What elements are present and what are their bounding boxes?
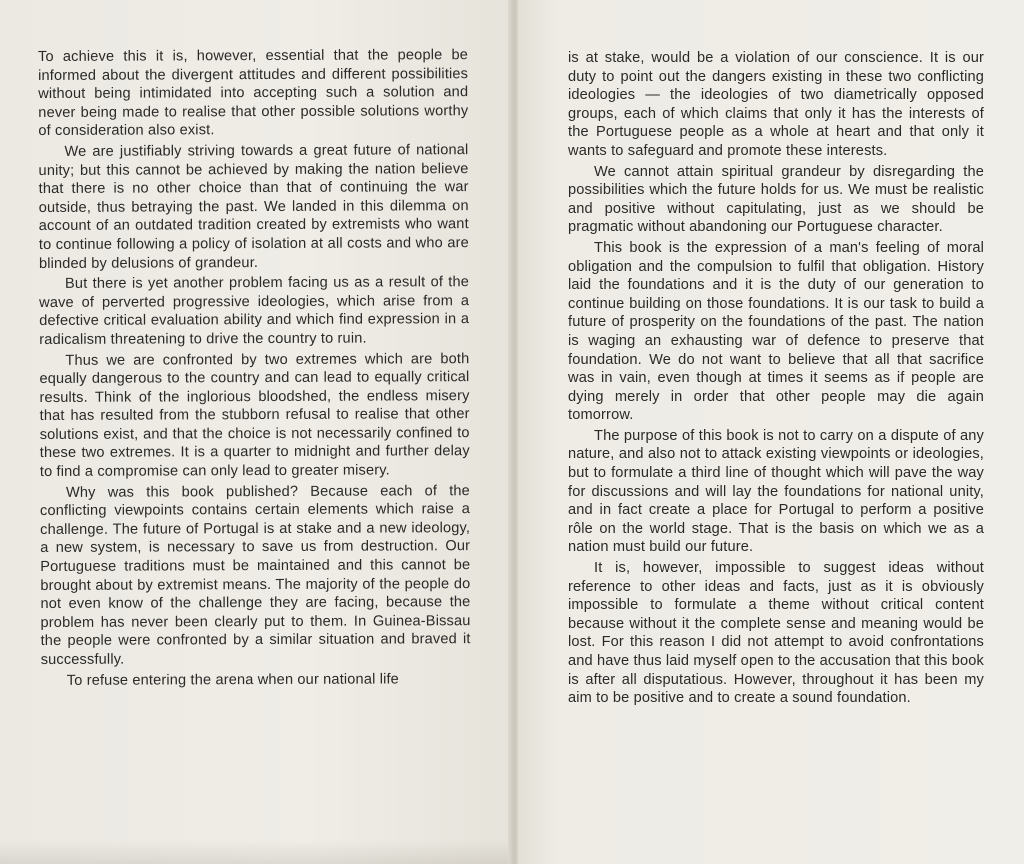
right-paragraph-2: We cannot attain spiritual grandeur by disregarding the possibilities which the future holds for us. We must be realistic and positive without capitulating, just as we should be pragmatic without abandoning our Portuguese character. xyxy=(568,163,984,236)
right-paragraph-4: The purpose of this book is not to carry on a dispute of any nature, and also not to attack existing viewpoints or ideologies, but to formulate a third line of thought which will pave the way for discussions and will lay the foundations for national unity, and in fact create a place for Portugal to perform a positive rôle on the world stage. That is the basis on which we as a nation must build our future. xyxy=(568,427,984,556)
left-paragraph-2: We are justifiably striving towards a great future of national unity; but this cannot be achieved by making the nation believe that there is no other choice than that of continuing the war outside, thus betraying the past. We landed in this dilemma on account of an outdated tradition created by extremists who want to continue following a policy of isolation at all costs and who are blinded by delusions of grandeur. xyxy=(38,142,469,272)
left-page-text xyxy=(38,46,471,692)
right-page-text xyxy=(568,49,984,710)
left-paragraph-4: Thus we are confronted by two extremes which are both equally dangerous to the country and can lead to equally critical results. Think of the inglorious bloodshed, the endless misery that has resulted from the stubborn refusal to realise that other solutions exist, and that the choice is not necessarily confined to these two extremes. It is a quarter to midnight and further delay to find a compromise can only lead to greater misery. xyxy=(39,350,470,481)
right-paragraph-5: It is, however, impossible to suggest ideas without reference to other ideas and facts, just as it is obviously impossible to formulate a theme without critical content because without it the complete sense and meaning would be lost. For this reason I did not attempt to avoid confrontations and have thus laid myself open to the accusation that this book is after all disputatious. However, throughout it has been my aim to be positive and to create a sound foundation. xyxy=(568,560,984,707)
left-paragraph-1: To achieve this it is, however, essential that the people be informed about the divergent attitudes and different possibilities without being intimidated into accepting such a solution and never being made to realise that other possible solutions worthy of consideration also exist. xyxy=(38,47,469,140)
page-bottom-shadow xyxy=(0,840,512,864)
right-paragraph-1: is at stake, would be a violation of our conscience. It is our duty to point out the dangers existing in these two conflicting ideologies — the ideologies of two diametrically opposed groups, each of which claims that only it has the interests of the Portuguese people as a whole at heart and that only it wants to safeguard and promote these interests. xyxy=(568,50,984,159)
right-paragraph-3: This book is the expression of a man's feeling of moral obligation and the compulsion to fulfil that obligation. History laid the foundations and it is the duty of our generation to continue building on those foundations. It is our task to build a future of prosperity on the foundations of the past. The nation is waging an exhausting war of defence to preserve that foundation. We do not want to believe that all that sacrifice was in vain, even though at times it seems as if people are dying merely in order that other people may die again tomorrow. xyxy=(568,239,984,424)
left-paragraph-5: Why was this book published? Because each of the conflicting viewpoints contains certain elements which raise a challenge. The future of Portugal is at stake and a new ideology, a new system, is necessary to save us from destruction. Our Portuguese traditions must be maintained and this cannot be brought about by extremist means. The majority of the people do not even know of the challenge they are facing, because the problem has never been clearly put to them. In Guinea-Bissau the people were confronted by a similar situation and braved it successfully. xyxy=(39,482,471,668)
left-paragraph-3: But there is yet another problem facing us as a result of the wave of perverted progressive ideologies, which arise from a defective critical evaluation ability and which find expression in a radicalism threatening to drive the country to ruin. xyxy=(39,274,470,348)
left-paragraph-6: To refuse entering the arena when our national life xyxy=(66,671,399,689)
